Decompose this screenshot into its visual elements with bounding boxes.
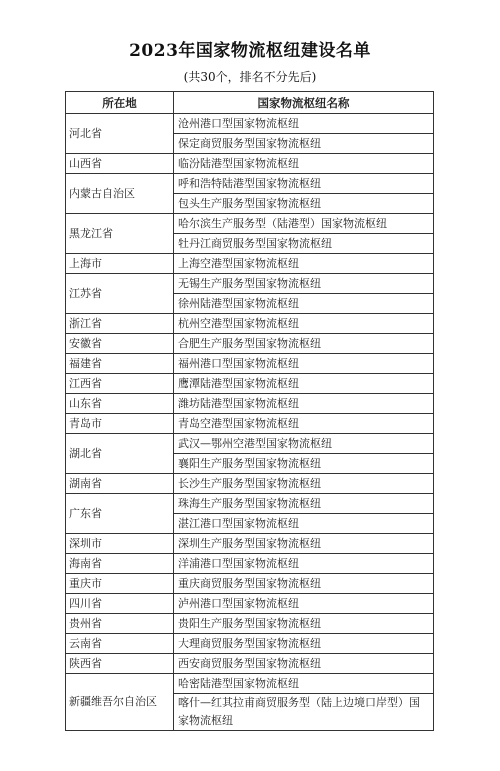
location-cell: 江西省 (66, 374, 174, 394)
hub-name-cell: 长沙生产服务型国家物流枢纽 (174, 474, 434, 494)
table-row (66, 374, 434, 394)
location-cell: 内蒙古自治区 (66, 174, 174, 214)
location-cell: 江苏省 (66, 274, 174, 314)
hub-name-cell: 大理商贸服务型国家物流枢纽 (174, 634, 434, 654)
hub-name-cell: 青岛空港型国家物流枢纽 (174, 414, 434, 434)
table-row (66, 574, 434, 594)
table-row (66, 674, 434, 694)
hub-name-cell: 鹰潭陆港型国家物流枢纽 (174, 374, 434, 394)
location-cell: 浙江省 (66, 314, 174, 334)
location-cell: 湖北省 (66, 434, 174, 474)
hub-name-cell: 泸州港口型国家物流枢纽 (174, 594, 434, 614)
location-cell: 河北省 (66, 114, 174, 154)
location-cell: 黑龙江省 (66, 214, 174, 254)
table-row (66, 414, 434, 434)
hub-list-table (65, 91, 434, 731)
document-subtitle: (共30个，排名不分先后) (183, 70, 317, 84)
hub-name-cell: 合肥生产服务型国家物流枢纽 (174, 334, 434, 354)
hub-name-cell: 贵阳生产服务型国家物流枢纽 (174, 614, 434, 634)
location-cell: 上海市 (66, 254, 174, 274)
location-cell: 四川省 (66, 594, 174, 614)
location-cell: 陕西省 (66, 654, 174, 674)
hub-name-cell: 重庆商贸服务型国家物流枢纽 (174, 574, 434, 594)
table-row (66, 154, 434, 174)
table-row (66, 314, 434, 334)
table-row (66, 214, 434, 234)
hub-name-cell: 哈密陆港型国家物流枢纽 (174, 674, 434, 694)
hub-name-cell: 福州港口型国家物流枢纽 (174, 354, 434, 374)
hub-name-cell: 呼和浩特陆港型国家物流枢纽 (174, 174, 434, 194)
hub-name-cell: 牡丹江商贸服务型国家物流枢纽 (174, 234, 434, 254)
column-header-hub-name: 国家物流枢纽名称 (174, 92, 434, 114)
table-row (66, 634, 434, 654)
hub-name-cell: 襄阳生产服务型国家物流枢纽 (174, 454, 434, 474)
hub-name-cell: 湛江港口型国家物流枢纽 (174, 514, 434, 534)
table-row (66, 474, 434, 494)
table-row (66, 354, 434, 374)
table-row (66, 274, 434, 294)
table-row (66, 494, 434, 514)
table-row (66, 654, 434, 674)
table-row (66, 534, 434, 554)
table-row (66, 334, 434, 354)
location-cell: 广东省 (66, 494, 174, 534)
table-row (66, 614, 434, 634)
hub-name-cell: 珠海生产服务型国家物流枢纽 (174, 494, 434, 514)
hub-name-cell: 喀什—红其拉甫商贸服务型（陆上边境口岸型）国家物流枢纽 (174, 694, 434, 731)
hub-name-cell: 哈尔滨生产服务型（陆港型）国家物流枢纽 (174, 214, 434, 234)
table-header-row (66, 92, 434, 114)
location-cell: 深圳市 (66, 534, 174, 554)
table-row (66, 554, 434, 574)
hub-name-cell: 洋浦港口型国家物流枢纽 (174, 554, 434, 574)
hub-name-cell: 杭州空港型国家物流枢纽 (174, 314, 434, 334)
hub-name-cell: 保定商贸服务型国家物流枢纽 (174, 134, 434, 154)
hub-name-cell: 沧州港口型国家物流枢纽 (174, 114, 434, 134)
location-cell: 重庆市 (66, 574, 174, 594)
hub-name-cell: 徐州陆港型国家物流枢纽 (174, 294, 434, 314)
location-cell: 贵州省 (66, 614, 174, 634)
table-row (66, 594, 434, 614)
hub-name-cell: 武汉—鄂州空港型国家物流枢纽 (174, 434, 434, 454)
location-cell: 湖南省 (66, 474, 174, 494)
table-row (66, 434, 434, 454)
table-row (66, 394, 434, 414)
location-cell: 云南省 (66, 634, 174, 654)
location-cell: 青岛市 (66, 414, 174, 434)
hub-name-cell: 潍坊陆港型国家物流枢纽 (174, 394, 434, 414)
location-cell: 新疆维吾尔自治区 (66, 674, 174, 731)
document-title: 2023年国家物流枢纽建设名单 (129, 41, 371, 61)
location-cell: 福建省 (66, 354, 174, 374)
column-header-location: 所在地 (66, 92, 174, 114)
table-row (66, 174, 434, 194)
hub-name-cell: 包头生产服务型国家物流枢纽 (174, 194, 434, 214)
location-cell: 安徽省 (66, 334, 174, 354)
location-cell: 山东省 (66, 394, 174, 414)
hub-name-cell: 无锡生产服务型国家物流枢纽 (174, 274, 434, 294)
hub-name-cell: 西安商贸服务型国家物流枢纽 (174, 654, 434, 674)
hub-name-cell: 深圳生产服务型国家物流枢纽 (174, 534, 434, 554)
hub-name-cell: 临汾陆港型国家物流枢纽 (174, 154, 434, 174)
table-body (66, 114, 434, 731)
location-cell: 海南省 (66, 554, 174, 574)
table-row (66, 254, 434, 274)
table-row (66, 114, 434, 134)
location-cell: 山西省 (66, 154, 174, 174)
hub-name-cell: 上海空港型国家物流枢纽 (174, 254, 434, 274)
